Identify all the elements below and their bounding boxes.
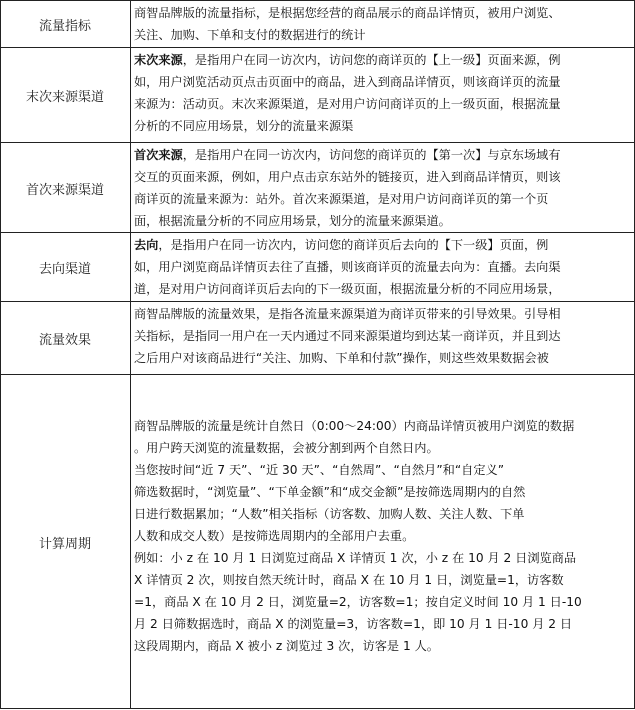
- content-line: =1，商品 X 在 10 月 2 日，浏览量=2，访客数=1；按自定义时间 10 月 1 日-10: [134, 595, 582, 609]
- table-row: [0, 301, 635, 374]
- content-line: 来源为：活动页。末次来源渠道，是对用户访问商详页的上一级页面，根据流量: [134, 97, 561, 111]
- table-row: [0, 232, 635, 301]
- content-line: 面，根据流量分析的不同应用场景，划分的流量来源渠道。: [134, 214, 451, 228]
- content-line: 商智品牌版的流量是统计自然日（0:00～24:00）内商品详情页被用户浏览的数据: [134, 419, 575, 433]
- content-line: 如，用户浏览活动页点击页面中的商品，进入到商品详情页，则该商详页的流量: [134, 75, 561, 89]
- content-line: 关注、加购、下单和支付的数据进行的统计: [134, 28, 366, 42]
- table-row: [0, 0, 635, 47]
- table-row: [0, 142, 635, 232]
- row-label: 流量效果: [38, 333, 91, 348]
- row-label: 流量指标: [38, 19, 91, 34]
- content-line: 。用户跨天浏览的流量数据，会被分割到两个自然日内。: [134, 441, 439, 455]
- content-line: 例如：小 z 在 10 月 1 日浏览过商品 X 详情页 1 次，小 z 在 10 月 2 日浏览商品: [134, 551, 577, 565]
- content-line: 商详页的流量来源为：站外。首次来源渠道，是对用户访问商详页的第一个页: [134, 192, 549, 206]
- row-content: [134, 49, 630, 137]
- content-line: 末次来源，是指用户在同一访次内，访问您的商详页的【上一级】页面来源，例: [134, 53, 561, 67]
- content-line: 去向，是指用户在同一访次内，访问您的商详页后去向的【下一级】页面，例: [134, 238, 549, 252]
- row-label: 去向渠道: [38, 262, 91, 277]
- row-label: 首次来源渠道: [25, 182, 104, 198]
- row-content: [134, 2, 630, 46]
- content-line: X 详情页 2 次，则按自然天统计时，商品 X 在 10 月 1 日，浏览量=1，访客数: [134, 573, 564, 587]
- row-content: [134, 303, 630, 369]
- row-content: [134, 234, 630, 300]
- row-content: [134, 415, 630, 657]
- content-line: 筛选数据时，“浏览量”、“下单金额”和“成交金额”是按筛选周期内的自然: [134, 485, 526, 499]
- content-line: 关指标，是指同一用户在一天内通过不同来源渠道均到达某一商详页，并且到达: [134, 329, 561, 343]
- content-line: 日进行数据累加；“人数”相关指标（访客数、加购人数、关注人数、下单: [134, 507, 525, 521]
- row-label: 末次来源渠道: [25, 90, 104, 105]
- content-line: 月 2 日筛数据选时，商品 X 的浏览量=3，访客数=1，即 10 月 1 日-10 月 2 日: [134, 617, 573, 631]
- content-line: 人数和成交人数）是按筛选周期内的全部用户去重。: [134, 529, 415, 543]
- content-line: 分析的不同应用场景，划分的流量来源渠: [134, 119, 354, 133]
- content-line: 之后用户对该商品进行“关注、加购、下单和付款”操作，则这些效果数据会被: [134, 351, 549, 365]
- content-line: 道，是对用户访问商详页后去向的下一级页面，根据流量分析的不同应用场景，: [134, 282, 561, 296]
- content-line: 当您按时间“近 7 天”、“近 30 天”、“自然周”、“自然月”和“自定义”: [134, 463, 505, 477]
- content-line: 首次来源，是指用户在同一访次内，访问您的商详页的【第一次】与京东场域有: [134, 148, 561, 162]
- content-line: 商智品牌版的流量指标，是根据您经营的商品展示的商品详情页，被用户浏览、: [134, 6, 561, 20]
- content-line: 商智品牌版的流量效果，是指各流量来源渠道为商详页带来的引导效果。引导相: [134, 307, 561, 321]
- table-row: [0, 47, 635, 142]
- row-content: [134, 144, 630, 232]
- row-label: 计算周期: [38, 537, 91, 552]
- content-line: 这段周期内，商品 X 被小 z 浏览过 3 次，访客是 1 人。: [134, 639, 439, 653]
- content-line: 如，用户浏览商品详情页去往了直播，则该商详页的流量去向为：直播。去向渠: [134, 260, 561, 274]
- content-line: 交互的页面来源，例如，用户点击京东站外的链接页，进入到商品详情页，则该: [134, 170, 561, 184]
- table-row: [0, 374, 635, 709]
